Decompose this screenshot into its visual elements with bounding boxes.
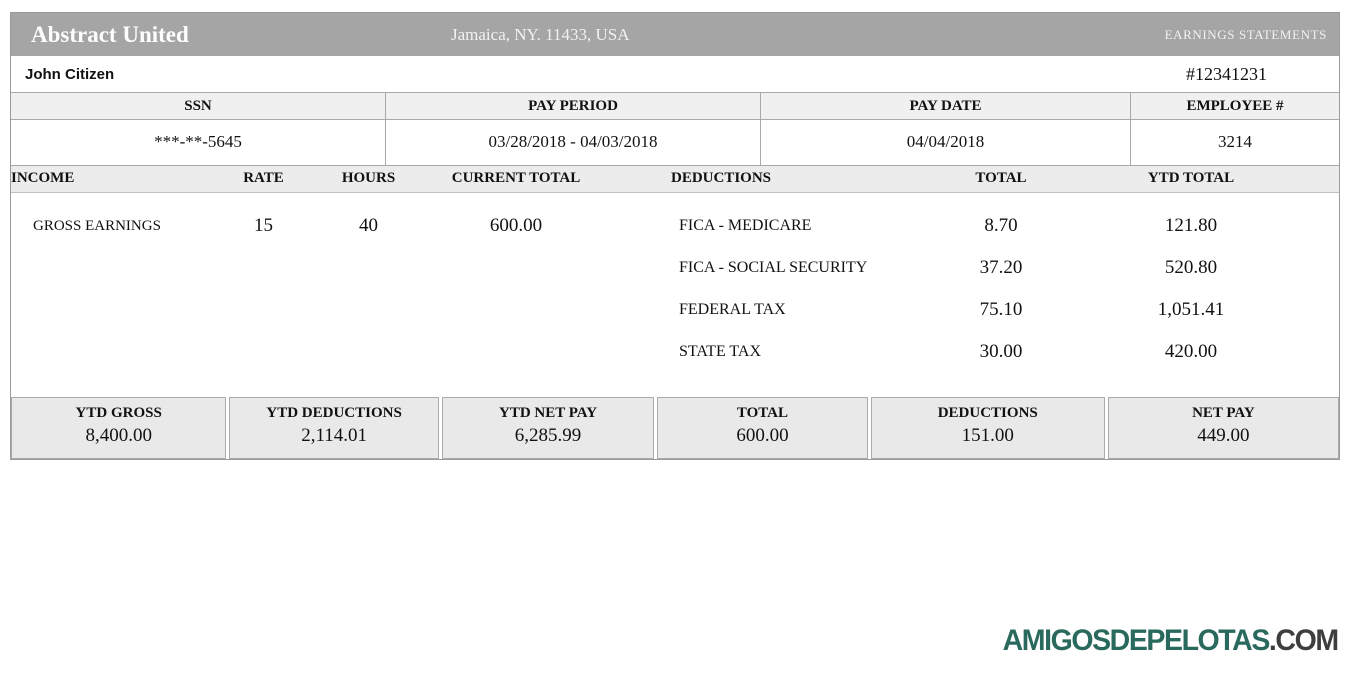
income-row-hours: 40	[359, 215, 378, 236]
deduction-row-name: FICA - SOCIAL SECURITY	[679, 259, 868, 276]
company-address: Jamaica, NY. 11433, USA	[451, 24, 630, 44]
watermark-suffix-text: .COM	[1269, 624, 1338, 657]
earnings-table-header-row	[11, 166, 1339, 193]
ssn-value: ***-**-5645	[11, 120, 386, 166]
summary-ytd-net-pay	[442, 397, 654, 459]
summary-value: 8,400.00	[85, 425, 152, 446]
deduction-row-ytd: 420.00	[1164, 341, 1218, 362]
summary-label: YTD DEDUCTIONS	[266, 405, 402, 421]
deductions-header: DEDUCTIONS	[671, 170, 772, 186]
summary-label: YTD GROSS	[75, 405, 162, 421]
deduction-row-ytd: 1,051.41	[1157, 299, 1225, 320]
document-type-label: EARNINGS STATEMENTS	[1164, 26, 1327, 42]
hours-header: HOURS	[341, 170, 396, 186]
total-header: TOTAL	[975, 170, 1027, 186]
info-table-value-row	[11, 120, 1339, 166]
summary-label: NET PAY	[1192, 405, 1255, 421]
current-total-header: CURRENT TOTAL	[451, 170, 581, 186]
summary-net-pay	[1108, 397, 1339, 459]
deduction-row-ytd: 520.80	[1164, 257, 1218, 278]
employee-number-header: EMPLOYEE #	[1186, 98, 1284, 114]
deduction-row-name: FICA - MEDICARE	[679, 217, 812, 234]
pay-period-value: 03/28/2018 - 04/03/2018	[386, 120, 761, 166]
employee-row	[11, 56, 1339, 92]
summary-row	[11, 395, 1339, 459]
summary-value: 151.00	[961, 425, 1014, 446]
summary-deductions	[871, 397, 1105, 459]
statement-number: #12341231	[1186, 63, 1267, 84]
employee-name: John Citizen	[25, 65, 115, 83]
summary-label: YTD NET PAY	[498, 405, 598, 421]
pay-date-header: PAY DATE	[761, 93, 1131, 119]
deduction-row-total: 37.20	[979, 257, 1023, 278]
summary-total	[657, 397, 867, 459]
summary-ytd-gross	[11, 397, 226, 459]
deduction-row-ytd: 121.80	[1164, 215, 1218, 236]
earnings-statement	[10, 12, 1340, 460]
deduction-row-total: 75.10	[979, 299, 1023, 320]
deduction-row-name: FEDERAL TAX	[679, 301, 786, 318]
income-row-rate: 15	[254, 215, 273, 236]
income-header: INCOME	[11, 170, 75, 186]
statement-header-bar	[11, 13, 1339, 56]
income-row-name: GROSS EARNINGS	[33, 217, 161, 234]
info-table-header-row	[11, 92, 1339, 120]
earnings-table-body	[11, 193, 1339, 395]
summary-label: TOTAL	[736, 405, 789, 421]
summary-value: 449.00	[1197, 425, 1250, 446]
ytd-total-header: YTD TOTAL	[1147, 170, 1235, 186]
watermark-main-text: AMIGOSDEPELOTAS	[1002, 624, 1270, 657]
company-name: Abstract United	[31, 21, 189, 47]
pay-date-value: 04/04/2018	[761, 120, 1131, 166]
deduction-row-name: STATE TAX	[679, 343, 762, 360]
rate-header: RATE	[243, 170, 284, 186]
summary-value: 6,285.99	[514, 425, 582, 446]
summary-label: DEDUCTIONS	[937, 405, 1038, 421]
site-watermark	[1003, 624, 1338, 658]
deduction-row-total: 30.00	[979, 341, 1023, 362]
summary-ytd-deductions	[229, 397, 438, 459]
deduction-row-total: 8.70	[984, 215, 1018, 236]
ssn-header: SSN	[11, 93, 386, 119]
employee-number-value: 3214	[1131, 120, 1339, 166]
income-row-current-total: 600.00	[489, 215, 543, 236]
pay-period-header: PAY PERIOD	[386, 93, 761, 119]
summary-value: 600.00	[736, 425, 789, 446]
summary-value: 2,114.01	[301, 425, 367, 446]
